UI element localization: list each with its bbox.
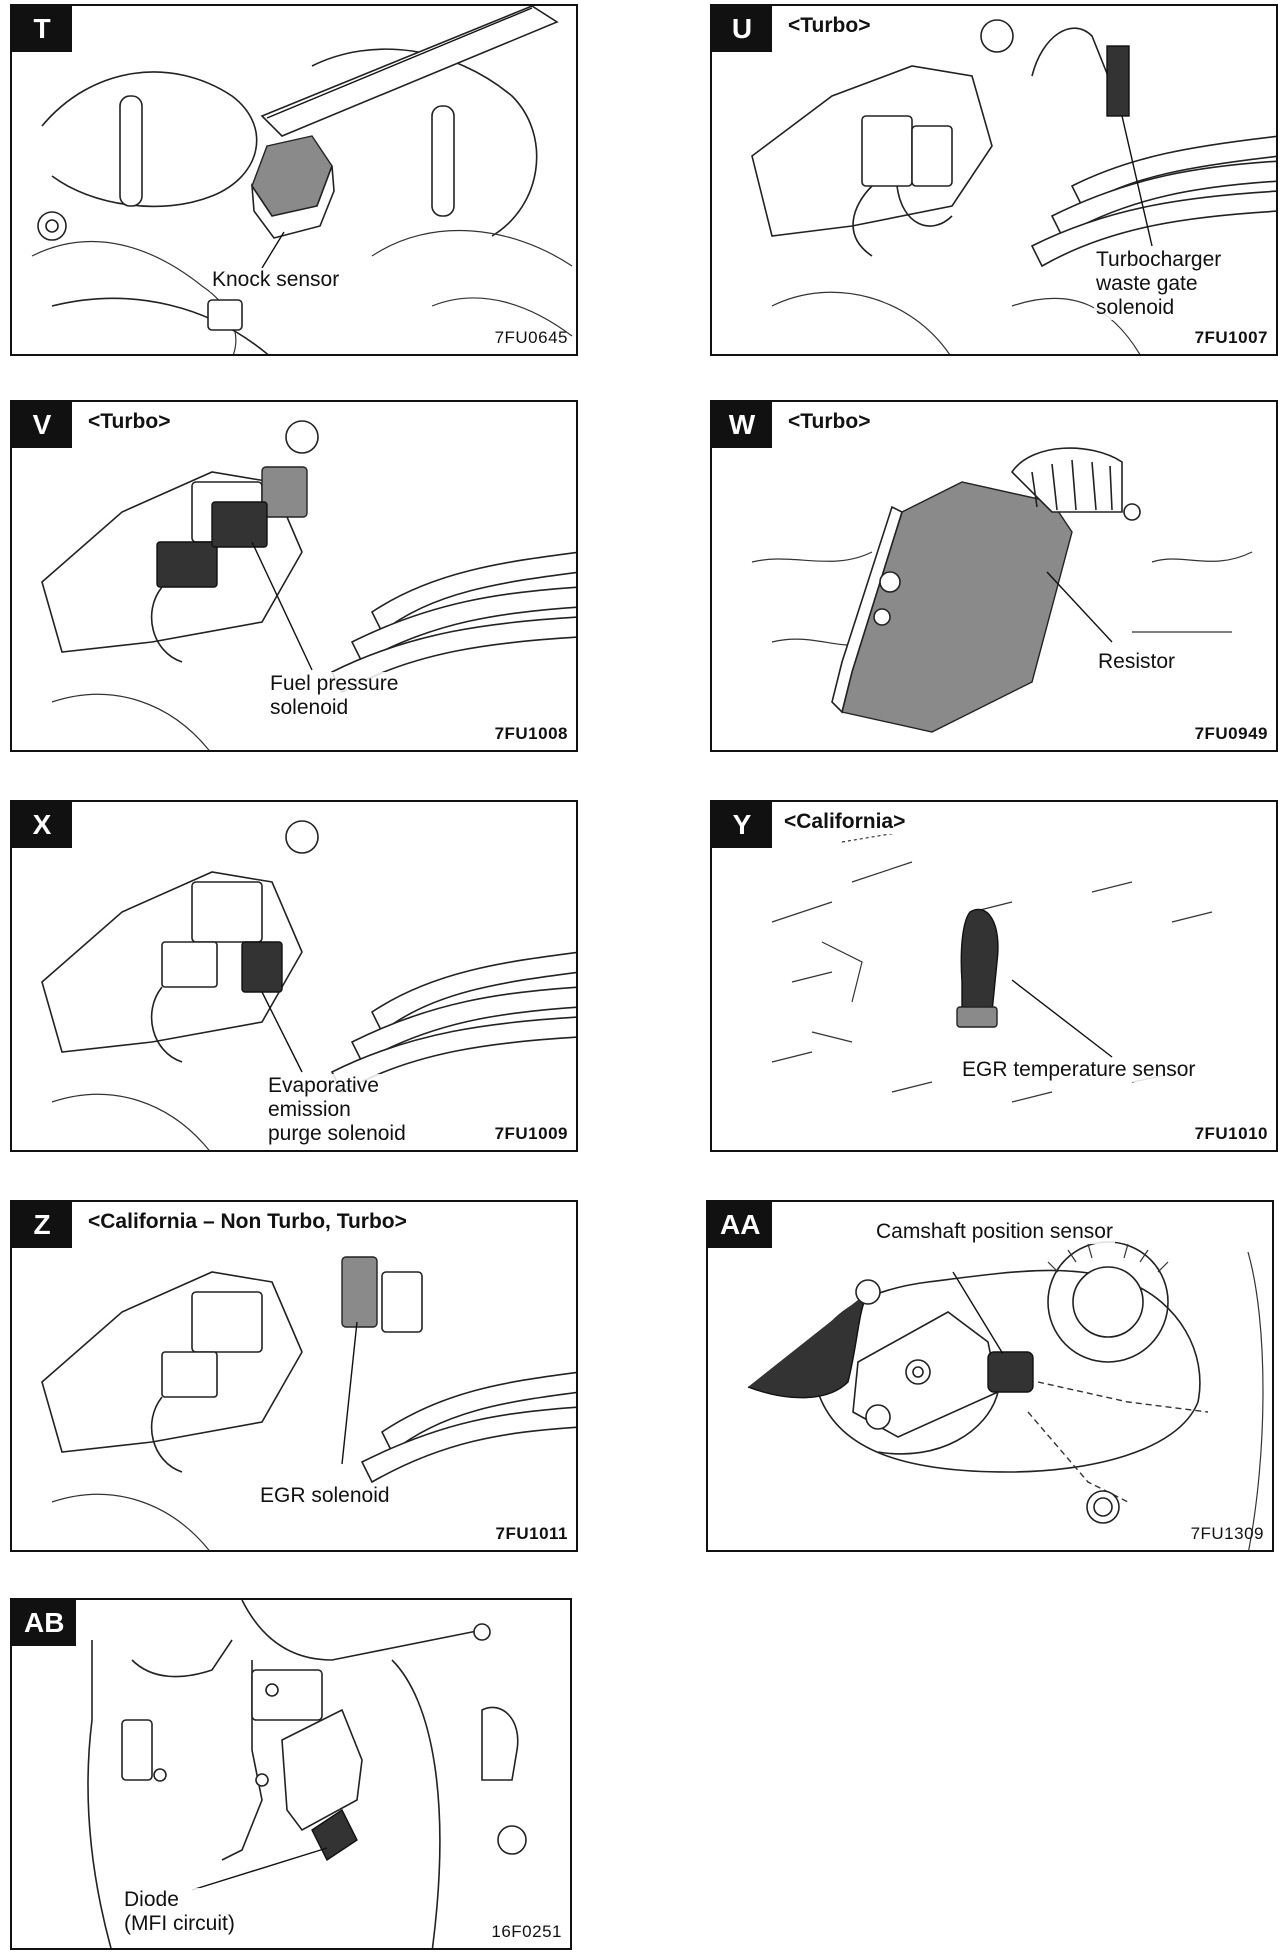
panel-y	[710, 800, 1278, 1152]
diode-label: Diode (MFI circuit)	[124, 1888, 235, 1935]
panel-tag: T	[12, 6, 72, 52]
figure-code: 7FU1309	[1190, 1524, 1264, 1543]
purge-solenoid-label: Evaporative emission purge solenoid	[268, 1074, 406, 1145]
figure-code: 7FU0645	[494, 328, 568, 347]
variant-label: <California>	[784, 810, 906, 833]
camshaft-position-sensor-label: Camshaft position sensor	[876, 1220, 1113, 1243]
variant-label: <California – Non Turbo, Turbo>	[88, 1210, 407, 1233]
figure-code: 7FU0949	[1194, 724, 1268, 743]
panel-tag: AA	[708, 1202, 772, 1248]
figure-code: 7FU1011	[495, 1524, 568, 1543]
figure-code: 7FU1008	[494, 724, 568, 743]
panel-t	[10, 4, 578, 356]
panel-x	[10, 800, 578, 1152]
egr-temperature-sensor-label: EGR temperature sensor	[962, 1058, 1196, 1081]
panel-ab	[10, 1598, 572, 1950]
variant-label: <Turbo>	[788, 410, 871, 433]
knock-sensor-illustration	[12, 6, 578, 356]
figure-code: 16F0251	[491, 1922, 562, 1941]
panel-z	[10, 1200, 578, 1552]
figure-code: 7FU1007	[1194, 328, 1268, 347]
fuel-pressure-solenoid-label: Fuel pressure solenoid	[270, 672, 399, 719]
panel-tag: Z	[12, 1202, 72, 1248]
panel-tag: V	[12, 402, 72, 448]
panel-w	[710, 400, 1278, 752]
panel-v	[10, 400, 578, 752]
panel-tag: W	[712, 402, 772, 448]
panel-u	[710, 4, 1278, 356]
panel-tag: Y	[712, 802, 772, 848]
camshaft-position-sensor-illustration	[708, 1202, 1274, 1552]
variant-label: <Turbo>	[88, 410, 171, 433]
figure-code: 7FU1010	[1194, 1124, 1268, 1143]
figure-code: 7FU1009	[494, 1124, 568, 1143]
resistor-illustration	[712, 402, 1278, 752]
panel-tag: X	[12, 802, 72, 848]
waste-gate-solenoid-label: Turbocharger waste gate solenoid	[1096, 248, 1222, 319]
panel-aa	[706, 1200, 1274, 1552]
variant-label: <Turbo>	[788, 14, 871, 37]
panel-tag: U	[712, 6, 772, 52]
egr-solenoid-label: EGR solenoid	[260, 1484, 390, 1507]
panel-tag: AB	[12, 1600, 76, 1646]
resistor-label: Resistor	[1098, 650, 1176, 673]
egr-temperature-sensor-illustration	[712, 802, 1278, 1152]
diode-illustration	[12, 1600, 572, 1950]
knock-sensor-label: Knock sensor	[212, 268, 340, 291]
